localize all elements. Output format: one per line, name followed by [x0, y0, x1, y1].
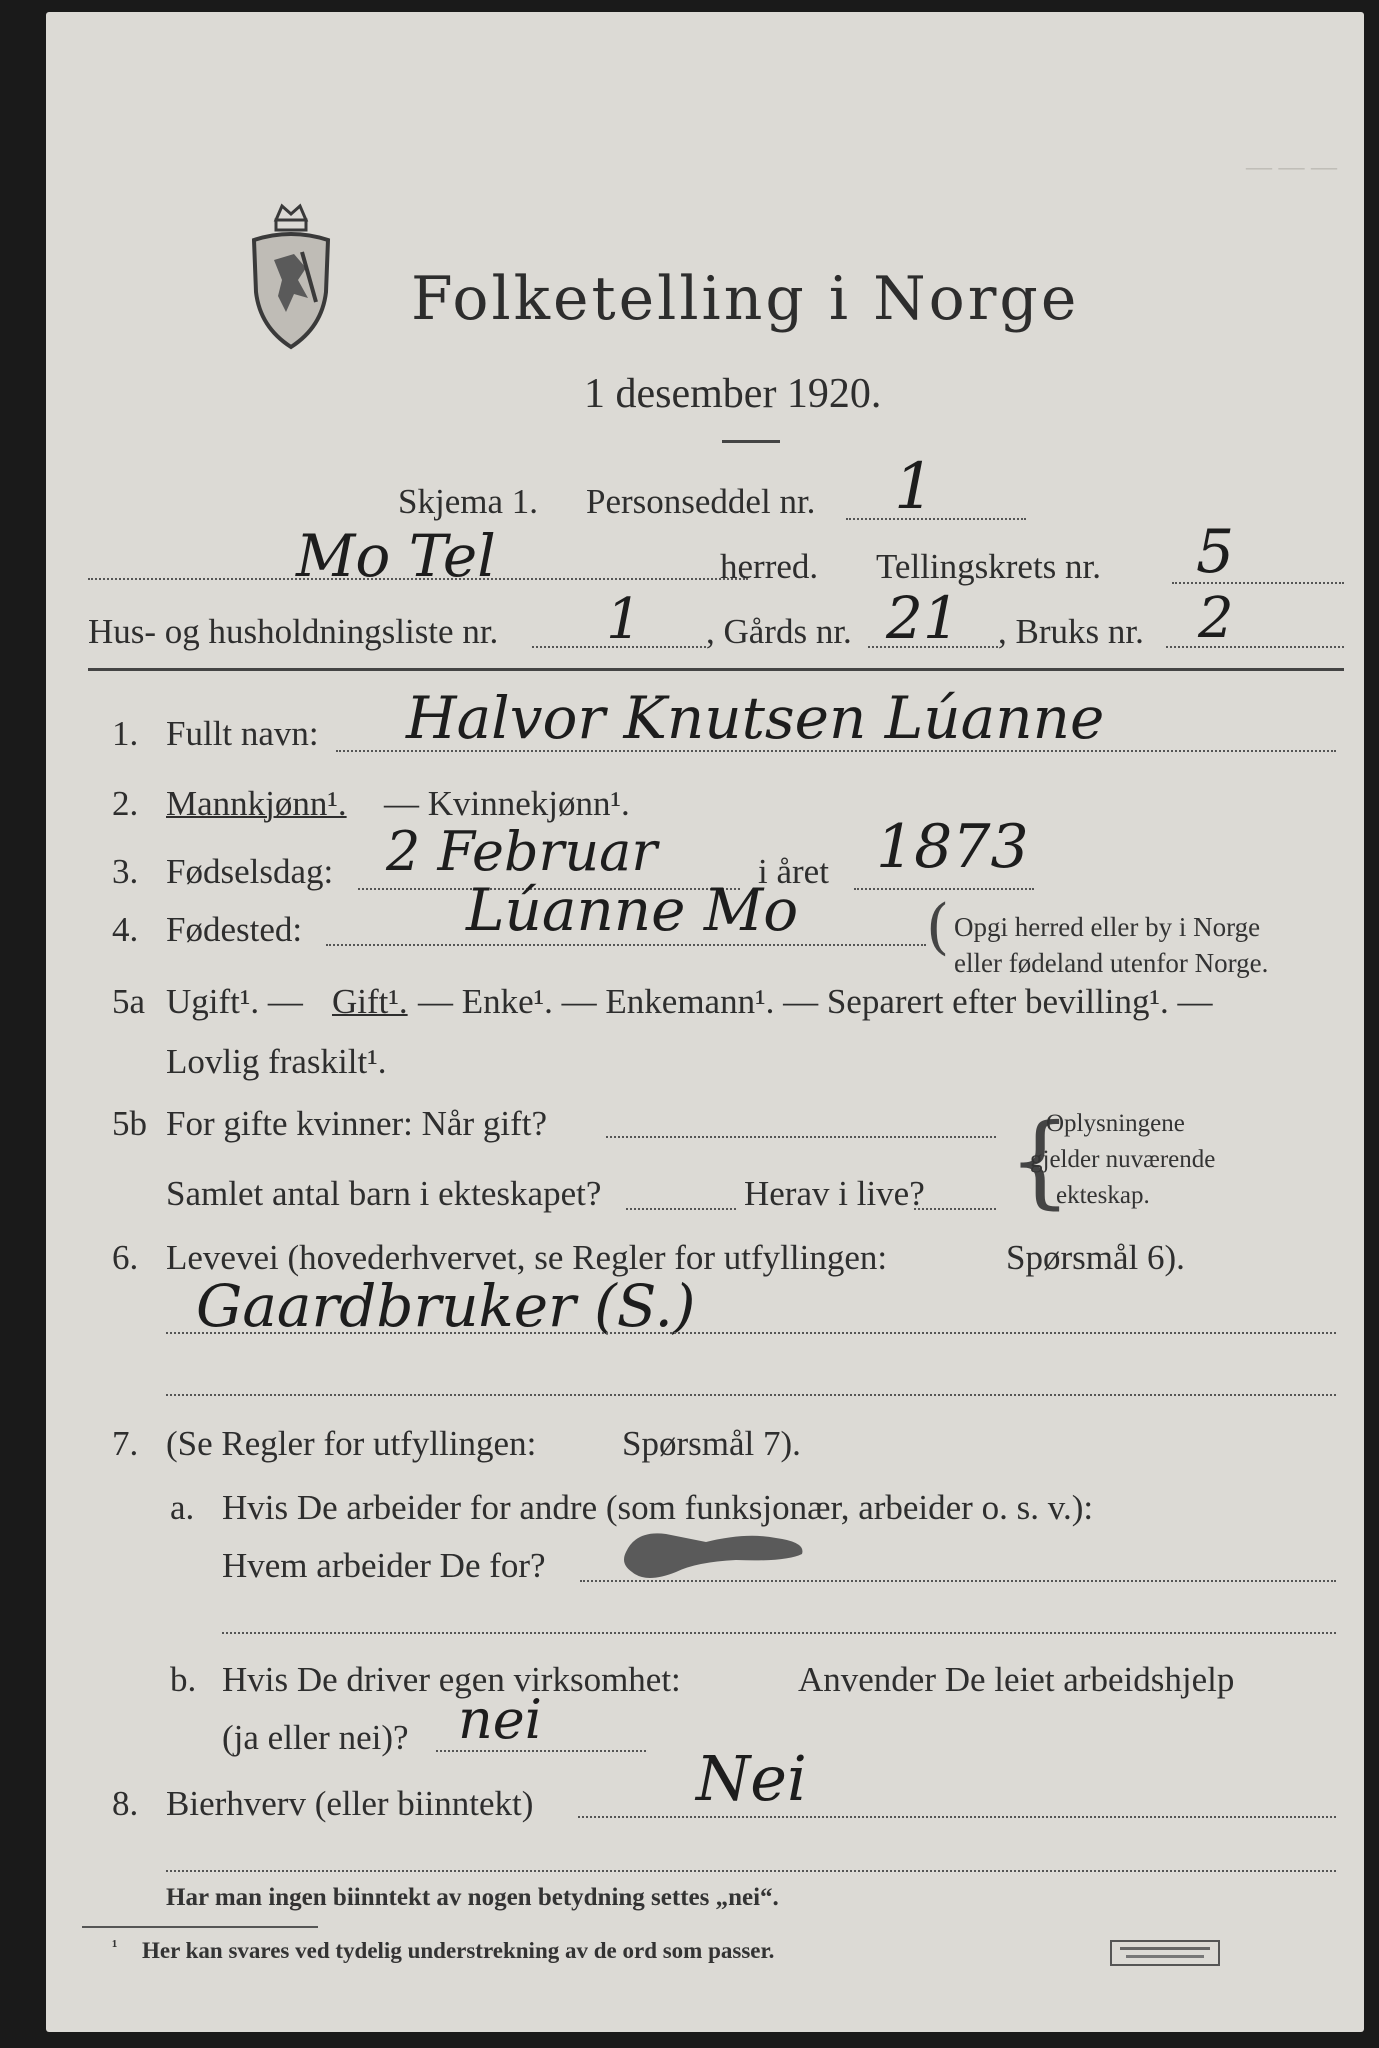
- q7a-letter: a.: [170, 1488, 195, 1527]
- status-married-option[interactable]: Gift¹.: [332, 982, 408, 1021]
- full-name-value[interactable]: Halvor Knutsen Lúanne: [406, 684, 1105, 752]
- q2-number: 2.: [112, 784, 139, 823]
- status-divorced-option[interactable]: Lovlig fraskilt¹.: [166, 1042, 387, 1081]
- birthplace-value[interactable]: Lúanne Mo: [466, 876, 799, 944]
- q5b-note-line3: ekteskap.: [1056, 1182, 1150, 1209]
- birth-year-line: [854, 888, 1034, 890]
- personseddel-line: [846, 518, 1026, 520]
- occupation-line-2: [166, 1394, 1336, 1396]
- marriage-date-line[interactable]: [606, 1136, 996, 1138]
- q8-number: 8.: [112, 1784, 139, 1823]
- husholdningsliste-label: Hus- og husholdningsliste nr.: [88, 612, 499, 651]
- title-divider: [722, 440, 780, 443]
- q5b-alive-label: Herav i live?: [744, 1174, 925, 1213]
- husholdningsliste-value[interactable]: 1: [606, 587, 642, 652]
- footnote-mark: ¹: [112, 1936, 118, 1956]
- printer-stamp: [1110, 1940, 1220, 1966]
- ink-blot-icon: [616, 1512, 816, 1592]
- gards-value[interactable]: 21: [886, 584, 960, 652]
- bruks-line: [1166, 646, 1344, 648]
- q6-reference: Spørsmål 6).: [1006, 1238, 1185, 1277]
- personseddel-value[interactable]: 1: [894, 450, 935, 524]
- q4-brace: (: [926, 892, 950, 962]
- q7b-line1-continued: Anvender De leiet arbeidshjelp: [798, 1660, 1235, 1699]
- side-income-line-2: [166, 1870, 1336, 1872]
- bruks-label: , Bruks nr.: [998, 612, 1144, 651]
- birth-year-value[interactable]: 1873: [876, 812, 1029, 882]
- form-title: Folketelling i Norge: [411, 264, 1080, 334]
- skjema-label: Skjema 1.: [398, 482, 538, 521]
- herred-label: herred.: [720, 547, 819, 586]
- herred-value[interactable]: Mo Tel: [296, 522, 496, 590]
- q5b-note-line1: Oplysningene: [1046, 1110, 1185, 1137]
- q4-number: 4.: [112, 910, 139, 949]
- footnote-rule: [82, 1926, 318, 1928]
- q7-number: 7.: [112, 1424, 139, 1463]
- hired-help-value[interactable]: nei: [458, 1688, 543, 1751]
- q7-label: (Se Regler for utfyllingen:: [166, 1424, 537, 1463]
- gender-male-option[interactable]: Mannkjønn¹.: [166, 784, 347, 823]
- q4-label: Fødested:: [166, 910, 303, 949]
- q5b-note-line2: gjelder nuværende: [1030, 1146, 1216, 1173]
- q5b-brace: {: [1008, 1102, 1072, 1219]
- birthday-value[interactable]: 2 Februar: [386, 820, 658, 883]
- side-income-line-1: [578, 1816, 1336, 1818]
- q4-note-line2: eller fødeland utenfor Norge.: [954, 948, 1269, 978]
- header-rule: [88, 668, 1344, 671]
- coat-of-arms-icon: [246, 202, 336, 352]
- employer-line-2: [222, 1632, 1336, 1634]
- q8-label: Bierhverv (eller biinntekt): [166, 1784, 534, 1823]
- q4-note-line1: Opgi herred eller by i Norge: [954, 912, 1261, 942]
- q5b-label: For gifte kvinner: Når gift?: [166, 1104, 548, 1143]
- q7b-letter: b.: [170, 1660, 197, 1699]
- gards-label: , Gårds nr.: [706, 612, 852, 651]
- bruks-value[interactable]: 2: [1198, 586, 1234, 651]
- q3-year-label: i året: [758, 852, 829, 891]
- personseddel-label: Personseddel nr.: [586, 482, 816, 521]
- q7a-line2: Hvem arbeider De for?: [222, 1546, 546, 1585]
- census-form-page: [46, 12, 1364, 2032]
- alive-count-line[interactable]: [914, 1208, 996, 1210]
- no-income-instruction: Har man ingen biinntekt av nogen betydning settes „nei“.: [166, 1884, 779, 1911]
- q5b-children-label: Samlet antal barn i ekteskapet?: [166, 1174, 602, 1213]
- q7-reference: Spørsmål 7).: [622, 1424, 801, 1463]
- q3-label: Fødselsdag:: [166, 852, 334, 891]
- status-other-options[interactable]: — Enke¹. — Enkemann¹. — Separert efter bevilling¹. —: [418, 982, 1213, 1021]
- q1-number: 1.: [112, 714, 139, 753]
- q1-label: Fullt navn:: [166, 714, 319, 753]
- q6-label: Levevei (hovederhvervet, se Regler for utfyllingen:: [166, 1238, 888, 1277]
- tellingskrets-value[interactable]: 5: [1196, 517, 1235, 587]
- q5a-number: 5a: [112, 982, 146, 1021]
- form-date: 1 desember 1920.: [584, 371, 882, 417]
- q7a-line1: Hvis De arbeider for andre (som funksjonær, arbeider o. s. v.):: [222, 1488, 1094, 1527]
- children-count-line[interactable]: [626, 1208, 736, 1210]
- status-unmarried-option[interactable]: Ugift¹. —: [166, 982, 303, 1021]
- gender-female-option[interactable]: — Kvinnekjønn¹.: [384, 784, 630, 823]
- footnote-text: Her kan svares ved tydelig understrekning av de ord som passer.: [142, 1938, 775, 1963]
- q6-number: 6.: [112, 1238, 139, 1277]
- bleed-through-text: — — —: [1246, 152, 1337, 181]
- occupation-line-1: [166, 1332, 1336, 1334]
- q7b-line2: (ja eller nei)?: [222, 1718, 409, 1757]
- birthplace-line: [326, 944, 926, 946]
- tellingskrets-label: Tellingskrets nr.: [876, 547, 1102, 586]
- side-income-value[interactable]: Nei: [696, 1742, 807, 1815]
- q7b-line1: Hvis De driver egen virksomhet:: [222, 1660, 681, 1699]
- occupation-value[interactable]: Gaardbruker (S.): [196, 1272, 696, 1340]
- q5b-number: 5b: [112, 1104, 147, 1143]
- q3-number: 3.: [112, 852, 139, 891]
